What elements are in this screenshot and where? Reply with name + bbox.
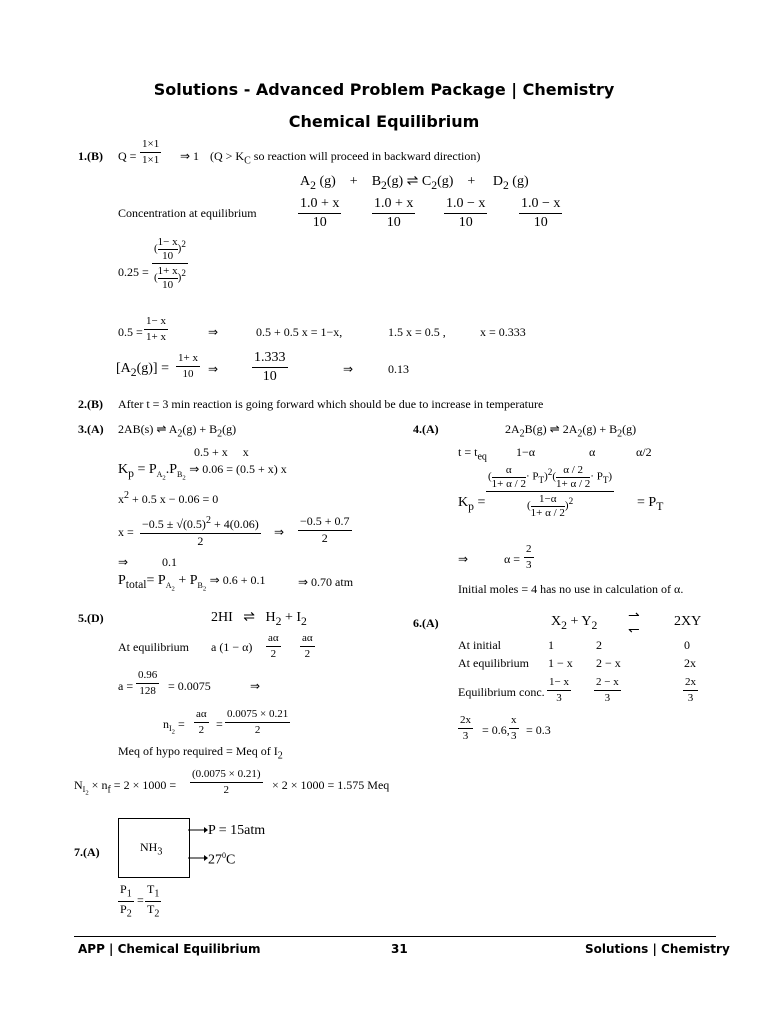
q2-text: After t = 3 min reaction is going forward which should be due to increase in temperature — [118, 397, 544, 411]
q4-kp-fraction: ( $\frac{\alpha}{1+ \alpha / 2}$ · $P_T)^2$( $\frac{\alpha / 2}{1+ \alpha / 2}$ · $P_T$) ( $\frac{1-\alpha}{1+ \alpha / 2}$ )$^2$ — [488, 464, 613, 519]
q3-x-imp: ⇒ — [274, 525, 285, 539]
q4-alpha-fraction: 2 3 — [526, 543, 532, 571]
q4-note: Initial moles = 4 has no use in calculation of α. — [458, 582, 684, 596]
q5-a-fraction: 0.96 128 — [138, 669, 158, 697]
footer-left: APP | Chemical Equilibrium — [78, 942, 261, 956]
q2-label: 2.(B) — [78, 397, 103, 411]
q7-ratio-p: $P_1$ $P_2$ — [120, 882, 132, 920]
q6-arrow: ⇀ ↽ — [628, 609, 637, 638]
q6-sol-frac1: 2x 3 — [460, 714, 471, 742]
q3-kp: $K_p = P_{A_2}.P_{B_2}$ ⇒ 0.06 = (0.5 + x) x — [118, 462, 287, 482]
q5-reaction: 2HI ⇌ $H_2 + I_2$ — [211, 610, 307, 628]
q5-i2-term: aα 2 — [302, 632, 313, 660]
footer-right: Solutions | Chemistry — [585, 942, 730, 956]
q1-a2-imp: ⇒ — [208, 362, 219, 376]
q3-x-fraction2: −0.5 + 0.7 2 — [300, 514, 350, 545]
q3-ptotal: $P_{total}= P_{A_2} + P_{B_2}$ ⇒ 0.6 + 0.1 — [118, 573, 266, 593]
q1-step3-imp: ⇒ — [208, 325, 219, 339]
q7-pressure: P = 15atm — [208, 823, 266, 838]
q6-conc-xy: 2x 3 — [685, 676, 696, 704]
q1-reaction: $A_2$ (g) + $B_2(g)$ ⇌ $C_2(g)$ + $D_2$ (g) — [300, 174, 529, 192]
q6-conc-y2: 2 − x 3 — [596, 676, 619, 704]
q1-step3-eq3: x = 0.333 — [480, 325, 526, 339]
q7-ratio-eq: = — [137, 893, 144, 907]
q6-conc-x2: 1− x 3 — [549, 676, 569, 704]
q5-final: $N_{I_2} \times n_f = 2 \times 1000$ = — [74, 778, 177, 797]
page-title: Solutions - Advanced Problem Package | Chemistry — [153, 80, 615, 99]
q1-step3-lhs: 0.5 = — [118, 325, 143, 339]
q1-step3-eq1: 0.5 + 0.5 x = 1−x, — [256, 325, 343, 339]
footer-page-number: 31 — [391, 942, 408, 956]
q1-q-result: ⇒ 1 — [180, 149, 200, 163]
q6-initial-xy: 0 — [684, 638, 690, 652]
q5-meq: Meq of hypo required = Meq of $I_2$ — [118, 744, 283, 762]
q3-x-result: 0.1 — [162, 555, 177, 569]
q5-h2-term: aα 2 — [268, 632, 279, 660]
q1-a2-result: 0.13 — [388, 362, 409, 376]
q3-ptotal-result: ⇒ 0.70 atm — [298, 575, 354, 589]
q4-alpha-imp: ⇒ — [458, 552, 469, 566]
q1-a2-fraction: 1+ x 10 — [178, 352, 198, 380]
q1-note: ($Q > K_C$ so reaction will proceed in backward direction) — [210, 149, 481, 167]
q4-kp-result: = $P_T$ — [637, 495, 664, 513]
q5-final-result: × 2 × 1000 = 1.575 Meq — [272, 778, 390, 792]
q4-teq-c: α/2 — [636, 445, 652, 459]
q6-sol-frac2: x 3 — [511, 714, 517, 742]
q5-label: 5.(D) — [78, 611, 104, 625]
q3-x-lhs: x = — [118, 525, 134, 539]
q1-a2-conc: $[A_2(g)]$ = — [116, 361, 169, 379]
q6-sol-val1: = 0.6, — [482, 723, 510, 737]
q1-step3-eq2: 1.5 x = 0.5 , — [388, 325, 446, 339]
q4-teq-a: 1−α — [516, 445, 536, 459]
q4-alpha-lhs: α = — [504, 552, 521, 566]
q3-x-fraction: $-0.5 \pm √(0.5)^2 + 4(0.06)$ 2 — [142, 515, 259, 548]
q6-eq-xy: 2x — [684, 656, 696, 670]
q6-sol-val2: = 0.3 — [526, 723, 551, 737]
q1-label: 1.(B) — [78, 149, 103, 163]
q6-eq-y2: 2 − x — [596, 656, 621, 670]
q5-ni2-fraction: aα 2 — [196, 708, 207, 736]
q1-conc-b: 1.0 + x 10 — [374, 196, 414, 231]
q1-a2-imp2: ⇒ — [343, 362, 354, 376]
q6-reaction-x2: $X_2 + Y_2$ — [551, 614, 598, 632]
q6-initial-y2: 2 — [596, 638, 602, 652]
q4-teq: $t = t_{eq}$ — [458, 445, 487, 463]
q1-conc-a: 1.0 + x 10 — [300, 196, 340, 231]
q1-a2-fraction2: 1.333 10 — [254, 350, 286, 385]
q7-box-label: $NH_3$ — [140, 840, 163, 858]
q1-k-fraction: ( $\frac{1- x}{10}$ )$^2$ ( $\frac{1+ x}{10}$ )$^2$ — [154, 236, 186, 291]
q6-row-initial: At initial — [458, 638, 501, 652]
q1-q-fraction: 1×1 1×1 — [142, 138, 160, 166]
q5-ni2-eq: = — [216, 717, 223, 731]
q1-step3-fraction: 1− x 1+ x — [146, 315, 166, 343]
q7-temperature: $27^0C$ — [208, 851, 236, 868]
q5-a-lhs: a = — [118, 679, 134, 693]
q6-label: 6.(A) — [413, 616, 439, 630]
q4-reaction: $2A_2B(g)$ ⇌ $2A_2(g) + B_2(g)$ — [505, 422, 637, 440]
page-subtitle: Chemical Equilibrium — [288, 112, 480, 131]
q6-row-conc: Equilibrium conc. — [458, 685, 545, 699]
q7-arrows — [188, 822, 208, 866]
q7-ratio-t: $T_1$ $T_2$ — [147, 882, 160, 920]
q1-k-value: 0.25 = — [118, 265, 149, 279]
q6-reaction-xy: 2XY — [674, 614, 702, 629]
q7-label: 7.(A) — [74, 845, 100, 859]
q6-row-eq: At equilibrium — [458, 656, 529, 670]
q3-row: 0.5 + x x — [194, 445, 249, 459]
q3-reaction: 2AB(s) ⇌ $A_2(g) + B_2(g)$ — [118, 422, 237, 440]
q4-kp: $K_p$ = — [458, 495, 486, 513]
q4-label: 4.(A) — [413, 422, 439, 436]
footer-rule — [74, 936, 716, 937]
q5-final-fraction: (0.0075 × 0.21) 2 — [192, 768, 261, 796]
q1-conc-d: 1.0 − x 10 — [521, 196, 561, 231]
q5-ni2-lhs: $n_{I_2}$ = — [163, 717, 185, 736]
q1-conc-c: 1.0 − x 10 — [446, 196, 486, 231]
q5-hi-term: a (1 − α) — [211, 640, 253, 654]
q1-q: Q = — [118, 149, 137, 163]
q3-label: 3.(A) — [78, 422, 104, 436]
q5-a-value: = 0.0075 — [168, 679, 211, 693]
q4-teq-b: α — [589, 445, 596, 459]
q5-ni2-fraction2: 0.0075 × 0.21 2 — [227, 708, 289, 736]
q6-initial-x2: 1 — [548, 638, 554, 652]
q3-x-result-imp: ⇒ — [118, 555, 129, 569]
q6-eq-x2: 1 − x — [548, 656, 573, 670]
q5-at-eq: At equilibrium — [118, 640, 189, 654]
q1-conc-label: Concentration at equilibrium — [118, 206, 257, 220]
q3-quadratic: $x^2 + 0.5$ x − 0.06 = 0 — [118, 490, 219, 506]
q5-a-imp: ⇒ — [250, 679, 261, 693]
